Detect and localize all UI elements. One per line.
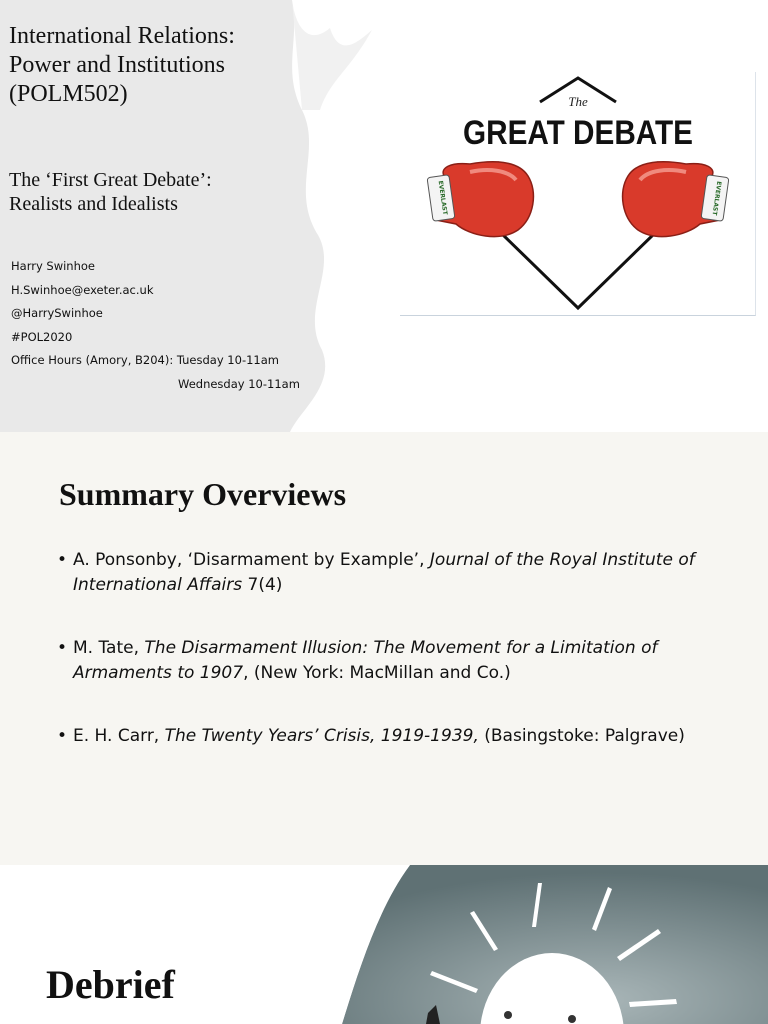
diamond-outline-bottom [500, 232, 656, 308]
glove-brand-right: EVERLAST [710, 180, 723, 216]
reference-title: The Twenty Years’ Crisis, 1919-1939, [164, 726, 479, 746]
subtitle-line: The ‘First Great Debate’: [9, 169, 212, 191]
great-debate-image [400, 72, 756, 316]
lightbulb-image [320, 865, 768, 1024]
reference-details: , (New York: MacMillan and Co.) [243, 662, 511, 683]
lecture-subtitle [9, 168, 212, 216]
reference-author: M. Tate, [73, 638, 145, 658]
lecturer-name: Harry Swinhoe [11, 259, 95, 273]
list-item [57, 724, 757, 749]
slide-title: Summary Overviews [59, 476, 347, 512]
lecturer-twitter[interactable]: @HarrySwinhoe [11, 306, 103, 321]
office-hours-second: Wednesday 10-11am [178, 376, 300, 391]
subtitle-line: Realists and Idealists [9, 193, 178, 215]
list-item [57, 548, 757, 636]
course-title-line: (POLM502) [9, 81, 128, 107]
reference-details: 7(4) [242, 574, 283, 595]
reading-list [57, 548, 757, 749]
course-hashtag: #POL2020 [11, 329, 73, 344]
course-title-line: Power and Institutions [9, 52, 225, 78]
great-debate-illustration [400, 72, 756, 316]
great-debate-heading: GREAT DEBATE [463, 114, 693, 152]
glove-brand-left: EVERLAST [436, 180, 449, 216]
summary-slide [0, 432, 768, 865]
reference-author: E. H. Carr, [73, 726, 165, 746]
course-title [9, 22, 235, 109]
list-item [57, 636, 757, 724]
contact-details [11, 256, 300, 398]
debrief-slide [0, 865, 768, 1024]
the-script-text: The [568, 94, 588, 109]
boxing-glove-left-icon [427, 162, 533, 237]
reference-author: A. Ponsonby, ‘Disarmament by Example’, [73, 550, 430, 570]
course-title-line: International Relations: [9, 23, 235, 49]
reference-details: (Basingstoke: Palgrave) [478, 726, 685, 746]
reference-title: The Disarmament Illusion: The Movement for a Limitation of Armaments to 1907 [73, 638, 658, 683]
office-hours: Office Hours (Amory, B204): Tuesday 10-11am [11, 353, 279, 368]
reference-title: Journal of the Royal Institute of International Affairs [73, 550, 695, 595]
boxing-glove-right-icon [623, 162, 729, 237]
lecturer-email[interactable]: H.Swinhoe@exeter.ac.uk [11, 282, 154, 297]
slide-title: Debrief [46, 962, 175, 1007]
title-slide [0, 0, 768, 432]
lightbulb-illustration [320, 865, 768, 1024]
